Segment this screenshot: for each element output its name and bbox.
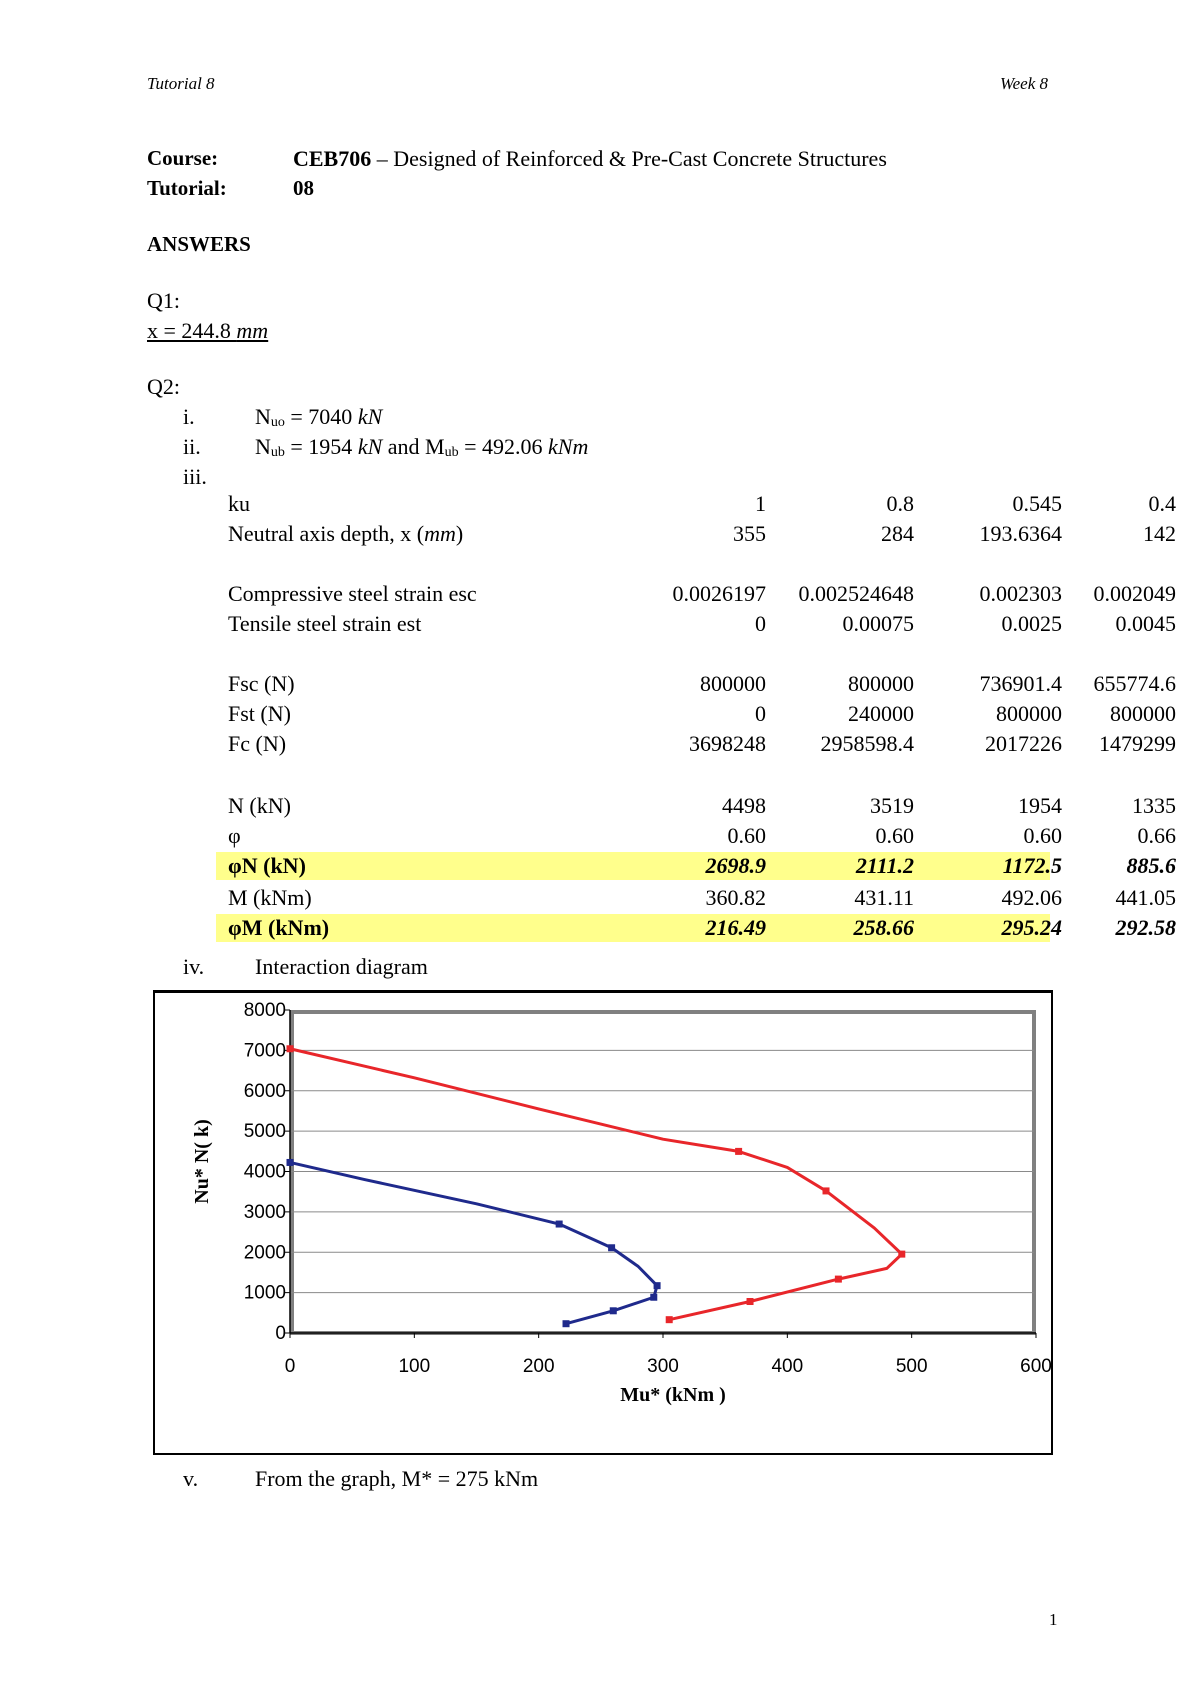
cell: 360.82 <box>705 885 766 910</box>
label-end: ) <box>455 521 464 546</box>
cell: 0.60 <box>875 823 914 848</box>
cell: 2698.9 <box>705 853 766 878</box>
cell: 0.545 <box>1012 491 1062 516</box>
course-name: – Designed of Reinforced & Pre-Cast Concrete Structures <box>371 146 887 171</box>
cell: 2111.2 <box>855 853 914 878</box>
row-label: N (kN) <box>228 793 291 818</box>
cell: 0.0026197 <box>672 581 766 606</box>
q2-item-num: iv. <box>183 954 205 979</box>
y-tick-label: 3000 <box>243 1201 286 1223</box>
cell: 284 <box>881 521 914 546</box>
cell: 295.24 <box>1001 915 1062 940</box>
cell: 3519 <box>870 793 914 818</box>
q1-answer-unit: mm <box>236 318 269 343</box>
y-tick-label: 0 <box>275 1323 286 1344</box>
data-point <box>287 1159 294 1166</box>
cell: 0.60 <box>727 823 766 848</box>
row-label: Fst (N) <box>228 701 291 726</box>
cell: 800000 <box>996 701 1062 726</box>
cell: 800000 <box>848 671 914 696</box>
cell: 142 <box>1143 521 1176 546</box>
y-tick-label: 8000 <box>243 1000 286 1021</box>
q1-answer-value: x = 244.8 <box>147 318 237 343</box>
value: = 7040 <box>284 404 358 429</box>
cell: 885.6 <box>1126 853 1176 878</box>
table-row-highlighted <box>216 852 1176 880</box>
row-label: ku <box>228 491 250 516</box>
data-point <box>608 1244 615 1251</box>
cell: 431.11 <box>854 885 914 910</box>
row-label: Tensile steel strain est <box>228 611 422 636</box>
cell: 736901.4 <box>979 671 1062 696</box>
cell: 2958598.4 <box>820 731 914 756</box>
y-tick-label: 1000 <box>243 1282 286 1304</box>
label-unit: mm <box>424 521 456 546</box>
q2-item-iv: Interaction diagram <box>255 954 428 979</box>
q2-item-num: iii. <box>183 464 207 489</box>
symbol: M <box>425 434 445 459</box>
page-number: 1 <box>1049 1610 1058 1629</box>
q2-label: Q2: <box>147 374 180 399</box>
cell: 0 <box>755 701 766 726</box>
cell: 1172.5 <box>1002 853 1062 878</box>
cell: 0.00075 <box>842 611 914 636</box>
data-point <box>666 1316 673 1323</box>
plot-area-border <box>292 1012 1034 1333</box>
course-code: CEB706 <box>293 146 372 171</box>
cell: 355 <box>733 521 766 546</box>
cell: 0.8 <box>886 491 914 516</box>
cell: 0.002524648 <box>798 581 914 606</box>
row-label: Fc (N) <box>228 731 287 756</box>
y-tick-label: 6000 <box>243 1080 286 1102</box>
data-point <box>835 1276 842 1283</box>
cell: 240000 <box>848 701 914 726</box>
x-tick-label: 300 <box>647 1356 679 1377</box>
cell: 0.0045 <box>1115 611 1176 636</box>
interaction-diagram <box>153 990 1053 1455</box>
cell: 1 <box>755 491 766 516</box>
course-label: Course: <box>147 146 219 170</box>
cell: 800000 <box>700 671 766 696</box>
x-tick-label: 200 <box>522 1356 555 1377</box>
cell: 492.06 <box>1001 885 1062 910</box>
q2-item-v: From the graph, M* = 275 kNm <box>255 1466 539 1491</box>
x-tick-label: 500 <box>895 1356 928 1377</box>
q2-item-i <box>255 404 382 431</box>
y-tick-label: 2000 <box>243 1242 286 1264</box>
y-tick-label: 4000 <box>243 1161 286 1183</box>
cell: 1479299 <box>1099 731 1176 756</box>
q1-answer <box>147 318 268 344</box>
y-tick-label: 5000 <box>243 1121 286 1143</box>
cell: 441.05 <box>1115 885 1176 910</box>
x-tick-label: 0 <box>284 1356 296 1377</box>
row-label: M (kNm) <box>228 885 312 910</box>
unit: kNm <box>548 434 589 459</box>
row-label: Compressive steel strain esc <box>228 581 477 606</box>
y-tick-label: 7000 <box>243 1040 286 1062</box>
course-title <box>293 146 887 172</box>
cell: 292.58 <box>1115 915 1176 940</box>
cell: 2017226 <box>985 731 1062 756</box>
label-text: Neutral axis depth, x ( <box>228 521 425 546</box>
data-point <box>747 1298 754 1305</box>
row-label: φ <box>228 823 241 848</box>
data-point <box>287 1045 294 1052</box>
cell: 258.66 <box>853 915 914 940</box>
q2-item-ii <box>255 434 588 461</box>
cell: 193.6364 <box>979 521 1062 546</box>
data-point <box>650 1294 657 1301</box>
row-label: φM (kNm) <box>228 915 330 940</box>
cell: 0.002049 <box>1093 581 1176 606</box>
symbol: N <box>255 434 271 459</box>
cell: 0.66 <box>1137 823 1176 848</box>
y-axis-label: Nu* N( k) <box>191 1119 213 1204</box>
data-point <box>556 1221 563 1228</box>
row-label: φN (kN) <box>228 853 306 878</box>
row-label: Fsc (N) <box>228 671 295 696</box>
cell: 3698248 <box>689 731 766 756</box>
subscript: uo <box>270 415 285 430</box>
data-point <box>654 1282 661 1289</box>
tutorial-value: 08 <box>293 176 314 200</box>
data-point <box>823 1187 830 1194</box>
cell: 0.0025 <box>1001 611 1062 636</box>
q2-item-num: i. <box>183 404 195 429</box>
table-row-highlighted <box>216 914 1176 942</box>
answers-heading: ANSWERS <box>147 232 251 256</box>
unit: kN <box>357 434 383 459</box>
cell: 0.002303 <box>979 581 1062 606</box>
subscript: ub <box>270 445 285 460</box>
row-label <box>228 520 463 548</box>
data-point <box>610 1307 617 1314</box>
subscript: ub <box>444 445 459 460</box>
cell: 216.49 <box>705 915 766 940</box>
conjunction: and <box>382 434 426 459</box>
x-tick-label: 100 <box>398 1356 431 1377</box>
data-point <box>563 1320 570 1327</box>
q2-item-num: v. <box>183 1466 199 1491</box>
q2-item-num: ii. <box>183 434 201 459</box>
value: = 1954 <box>284 434 358 459</box>
header-left: Tutorial 8 <box>147 74 215 93</box>
cell: 0.4 <box>1148 491 1176 516</box>
x-axis-label: Mu* (kNm ) <box>620 1384 726 1406</box>
cell: 4498 <box>722 793 766 818</box>
header-right: Week 8 <box>1000 74 1048 93</box>
cell: 0.60 <box>1023 823 1062 848</box>
data-point <box>735 1148 742 1155</box>
unit: kN <box>357 404 383 429</box>
x-tick-label: 600 <box>1020 1356 1052 1377</box>
value: = 492.06 <box>458 434 549 459</box>
symbol: N <box>255 404 271 429</box>
data-point <box>898 1251 905 1258</box>
cell: 655774.6 <box>1093 671 1176 696</box>
q1-label: Q1: <box>147 288 180 313</box>
cell: 1954 <box>1018 793 1062 818</box>
x-tick-label: 400 <box>771 1356 804 1377</box>
tutorial-label: Tutorial: <box>147 176 227 200</box>
cell: 0 <box>755 611 766 636</box>
series-line <box>290 1162 657 1323</box>
cell: 800000 <box>1110 701 1176 726</box>
cell: 1335 <box>1132 793 1176 818</box>
